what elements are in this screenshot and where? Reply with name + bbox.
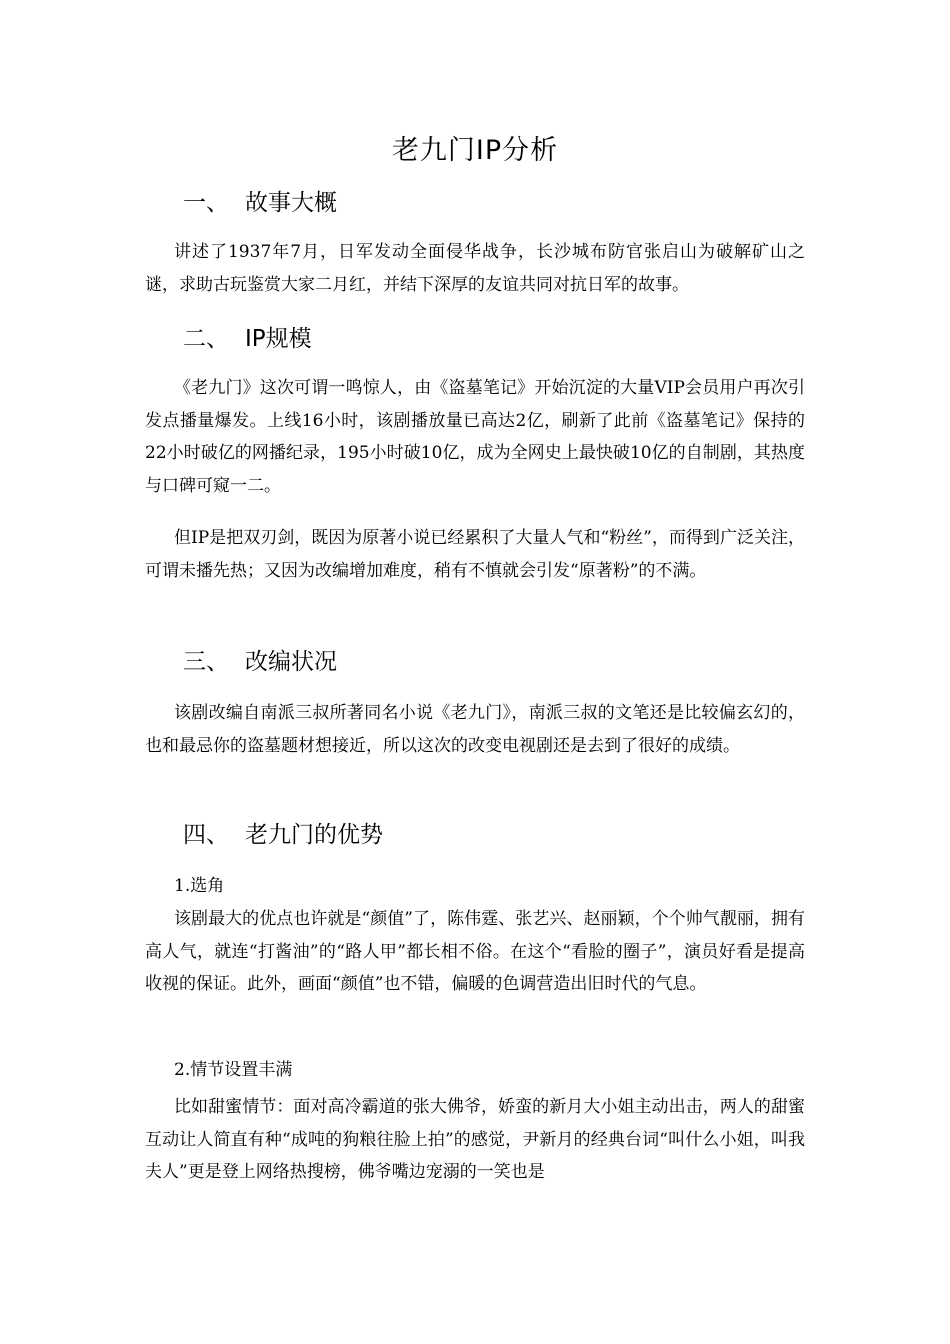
section-title: 改编状况 bbox=[245, 649, 337, 675]
section-number: 三、 bbox=[183, 649, 229, 675]
section-title: 故事大概 bbox=[245, 190, 337, 216]
section-number: 一、 bbox=[183, 190, 229, 216]
subsection-label-2: 2.情节设置丰满 bbox=[174, 1060, 293, 1080]
section-2-paragraph-2: 但IP是把双刃剑，既因为原著小说已经累积了大量人气和“粉丝”，而得到广泛关注，可谓未播先热；又因为改编增加难度，稍有不慎就会引发“原著粉”的不满。 bbox=[145, 528, 805, 581]
section-2-paragraph-1: 《老九门》这次可谓一鸣惊人，由《盗墓笔记》开始沉淀的大量VIP会员用户再次引发点播量爆发。上线16小时，该剧播放量已高达2亿，刷新了此前《盗墓笔记》保持的22小时破亿的网播纪录，195小时破10亿，成为全网史上最快破10亿的自制剧，其热度与口碑可窥一二。 bbox=[145, 378, 805, 496]
section-heading-2 bbox=[183, 322, 312, 356]
section-number: 二、 bbox=[183, 326, 229, 352]
section-title: IP规模 bbox=[245, 326, 312, 352]
section-3-paragraph-1: 该剧改编自南派三叔所著同名小说《老九门》，南派三叔的文笔还是比较偏玄幻的，也和最忌你的盗墓题材想接近，所以这次的改变电视剧还是去到了很好的成绩。 bbox=[145, 703, 805, 756]
document-title: 老九门IP分析 bbox=[391, 135, 559, 166]
section-number: 四、 bbox=[183, 822, 229, 848]
section-heading-1 bbox=[183, 186, 337, 220]
subsection-1-paragraph: 该剧最大的优点也许就是“颜值”了，陈伟霆、张艺兴、赵丽颖，个个帅气靓丽，拥有高人气，就连“打酱油”的“路人甲”都长相不俗。在这个“看脸的圈子”，演员好看是提高收视的保证。此外，画面“颜值”也不错，偏暖的色调营造出旧时代的气息。 bbox=[145, 909, 805, 994]
section-title: 老九门的优势 bbox=[245, 822, 383, 848]
section-heading-3 bbox=[183, 645, 337, 679]
subsection-label-1: 1.选角 bbox=[174, 876, 225, 896]
section-1-paragraph-1: 讲述了1937年7月，日军发动全面侵华战争，长沙城布防官张启山为破解矿山之谜，求助古玩鉴赏大家二月红，并结下深厚的友谊共同对抗日军的故事。 bbox=[145, 242, 805, 295]
section-heading-4 bbox=[183, 818, 383, 852]
subsection-2-paragraph: 比如甜蜜情节：面对高冷霸道的张大佛爷，娇蛮的新月大小姐主动出击，两人的甜蜜互动让人简直有种“成吨的狗粮往脸上拍”的感觉，尹新月的经典台词“叫什么小姐，叫我夫人”更是登上网络热搜榜，佛爷嘴边宠溺的一笑也是 bbox=[145, 1097, 805, 1182]
